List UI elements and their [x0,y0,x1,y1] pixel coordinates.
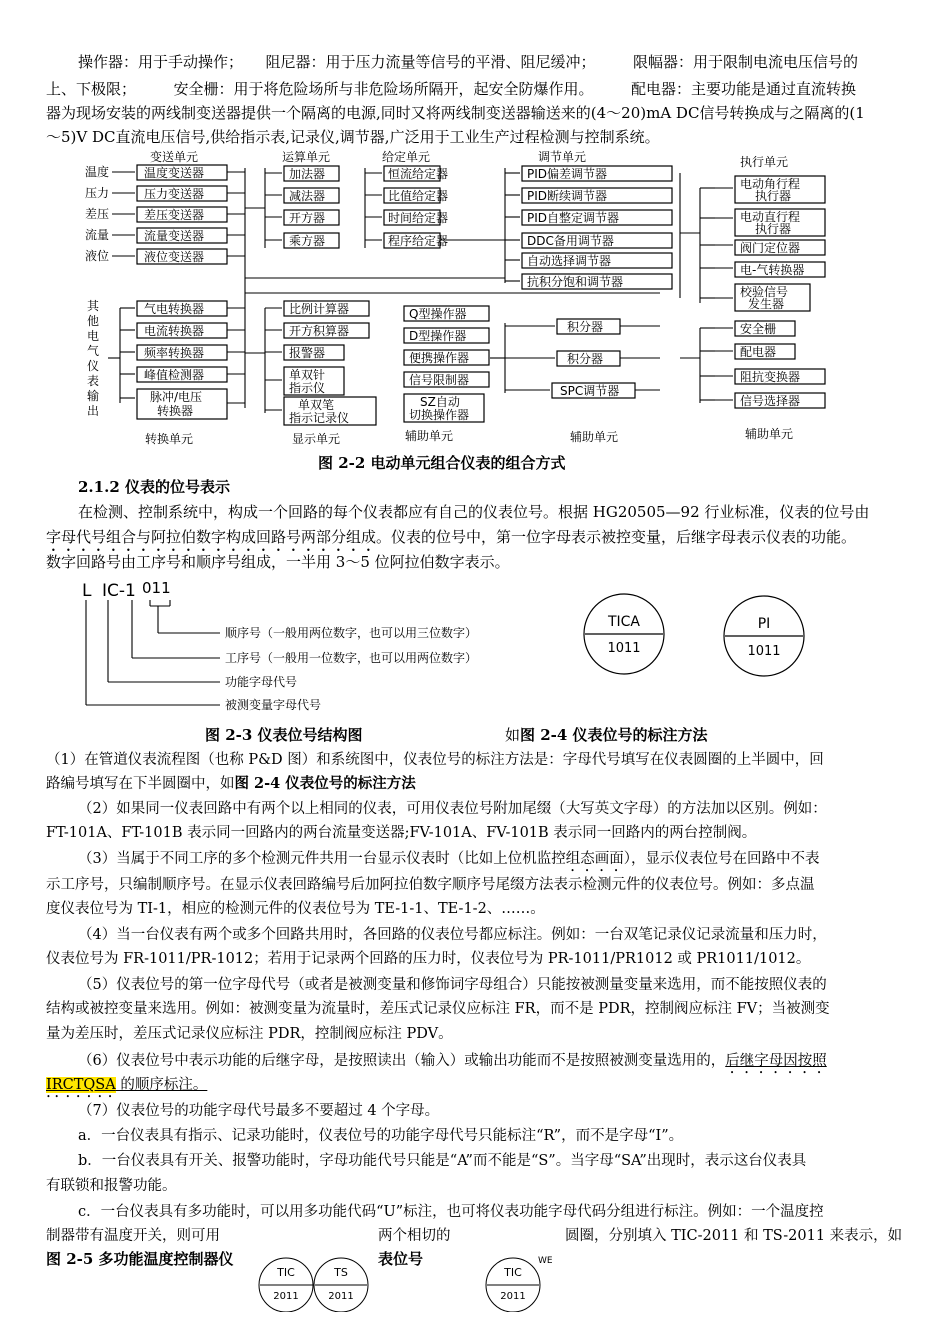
rule-4-line-1: （4）当一台仪表有两个或多个回路共用时，各回路的仪表位号都应标注。例如：一台双笔记录仪记录流量和压力时， [78,927,827,943]
svg-text:执行器: 执行器 [755,189,792,203]
svg-text:输: 输 [87,389,100,403]
code-number: 011 [142,579,171,597]
instrument-circle-tic-multi [486,1256,553,1312]
highlighted-text: IRCTQSA [46,1077,116,1093]
svg-text:切换操作器: 切换操作器 [409,408,470,422]
svg-text:出: 出 [87,404,100,418]
para-1-line-2 [46,528,856,555]
transmitter-boxes [137,165,227,264]
rule-3-line-3: 度仪表位号为 TI-1，相应的检测元件的仪表位号为 TE-1-1、TE-1-2、……。 [46,901,545,917]
section-title: 2.1.2 仪表的位号表示 [78,478,230,496]
svg-text:气: 气 [87,344,100,358]
rule-c-line-2-c: 圆圈，分别填入 TIC-2011 和 TS-2011 来表示，如 [565,1228,903,1244]
rule-3-line-2: 示工序号，只编制顺序号。在显示仪表回路编号后加阿拉伯数字顺序号尾缀方法表示检测元件的仪表位号。例如：多点温 [46,877,815,893]
svg-text:发生器: 发生器 [748,297,785,311]
svg-text:加法器: 加法器 [289,167,326,181]
svg-text:电动直行程: 电动直行程 [740,210,801,224]
input-arrows [108,172,135,403]
section-aux-3: 辅助单元 [745,427,794,441]
figure-2-4-caption: 如图 2-4 仪表位号的标注方法 [505,726,708,744]
svg-text:电-气转换器: 电-气转换器 [740,263,805,277]
svg-text:他: 他 [87,314,100,328]
rule-7: （7）仪表位号的功能字母代号最多不要超过 4 个字母。 [78,1103,440,1119]
section-aux-1: 辅助单元 [405,429,454,443]
other-input-label [87,298,100,418]
svg-text:WE: WE [538,1256,553,1266]
rule-a: a．一台仪表具有指示、记录功能时，仪表位号的功能字母代号只能标注“R”，而不是字母“I”。 [78,1128,684,1144]
svg-text:温度变送器: 温度变送器 [144,166,205,180]
display-boxes [284,301,376,425]
svg-text:信号限制器: 信号限制器 [409,373,470,387]
rule-6-line-1: （6）仪表位号中表示功能的后继字母，是按照读出（输入）或输出功能而不是按照被测变量选用的，后继字母因按照 [78,1053,827,1069]
instrument-circle-tic [259,1258,313,1312]
svg-text:Q型操作器: Q型操作器 [409,307,467,321]
rule-2-line-1: （2）如果同一仪表回路中有两个以上相同的仪表，可用仪表位号附加尾缀（大写英文字母）的方法加以区别。例如： [78,801,827,817]
figure-2-2-diagram [60,148,900,448]
svg-text:频率转换器: 频率转换器 [144,346,205,360]
actuator-arrows [715,188,733,400]
aux-right-boxes [735,321,825,408]
svg-text:执行器: 执行器 [755,222,792,236]
intro-line-2: 上、下极限； 安全栅：用于将危险场所与非危险场所隔开，起安全防爆作用。 配电器：主要功能是通过直流转换 [46,80,857,98]
actuator-boxes [735,176,825,311]
svg-text:PI: PI [757,616,771,632]
svg-text:差压: 差压 [85,207,110,221]
svg-text:差压变送器: 差压变送器 [144,208,205,222]
svg-text:程序给定器: 程序给定器 [388,234,449,248]
instrument-circle-pi [724,596,804,676]
code-letter-l: L [82,581,92,601]
svg-text:1011: 1011 [747,644,781,659]
intro-line-1: 操作器：用于手动操作； 阻尼器：用于压力流量等信号的平滑、阻尼缓冲； 限幅器：用于限制电流电压信号的 [78,53,859,71]
annotation-variable: 被测变量字母代号 [225,698,322,712]
svg-text:开方积算器: 开方积算器 [289,324,350,338]
rule-b-line-2: 有联锁和报警功能。 [46,1178,177,1194]
rule-1-line-2: 路编号填写在下半圆圈中，如图 2-4 仪表位号的标注方法 [46,775,416,792]
svg-text:便携操作器: 便携操作器 [409,351,470,365]
section-aux-2: 辅助单元 [570,430,619,444]
annotation-function: 功能字母代号 [225,675,298,689]
svg-text:校验信号: 校验信号 [740,285,789,299]
svg-text:比值给定器: 比值给定器 [388,189,449,203]
svg-text:压力变送器: 压力变送器 [144,187,205,201]
rule-c-line-2-a: 制器带有温度开关，则可用 [46,1228,220,1244]
svg-text:积分器: 积分器 [567,320,604,334]
svg-text:液位: 液位 [85,249,110,263]
svg-text:阻抗变换器: 阻抗变换器 [740,370,801,384]
svg-text:DDC备用调节器: DDC备用调节器 [527,234,614,248]
svg-text:时间给定器: 时间给定器 [388,211,449,225]
rule-4-line-2: 仪表位号为 FR-1011/PR-1012；若用于记录两个回路的压力时，仪表位号为 PR-1011/PR1012 或 PR1011/1012。 [46,951,811,967]
svg-text:阀门定位器: 阀门定位器 [740,241,801,255]
rule-5-line-2: 结构或被控变量来选用。例如：被测变量为流量时，差压式记录仪应标注 FR，而不是 PDR，控制阀应标注 FV；当被测变 [46,1001,830,1017]
setpoint-boxes [384,166,448,248]
rule-b-line-1: b．一台仪表具有开关、报警功能时，字母功能代号只能是“A”而不能是“S”。当字母“SA”出现时，表示这台仪表具 [78,1153,807,1169]
svg-text:单双针: 单双针 [289,368,326,382]
svg-text:TIC: TIC [504,1266,522,1279]
svg-text:电流转换器: 电流转换器 [144,324,205,338]
svg-text:D型操作器: D型操作器 [409,329,467,343]
svg-text:转换器: 转换器 [157,404,194,418]
rule-6-line-2: IRCTQSA 的顺序标注。 [46,1077,208,1093]
figure-2-3-diagram [60,578,550,713]
section-display: 显示单元 [292,432,341,446]
svg-text:温度: 温度 [85,165,110,179]
figure-2-3-caption: 图 2-3 仪表位号结构图 [205,726,363,744]
svg-text:峰值检测器: 峰值检测器 [144,368,205,382]
structure-leaders [86,600,220,705]
figure-2-2-caption: 图 2-2 电动单元组合仪表的组合方式 [318,454,566,472]
svg-text:2011: 2011 [500,1291,526,1302]
section-compute: 运算单元 [282,150,331,164]
figure-2-5-caption-a: 图 2-5 多功能温度控制器仪 [46,1250,234,1268]
intro-line-3: 器为现场安装的两线制变送器提供一个隔离的电源,同时又将两线制变送器输送来的(4～20)mA DC信号转换成与之隔离的(1 [46,104,865,122]
svg-text:流量变送器: 流量变送器 [144,229,205,243]
svg-text:抗积分饱和调节器: 抗积分饱和调节器 [527,275,624,289]
converter-boxes [137,301,227,419]
input-labels [85,164,109,263]
svg-text:压力: 压力 [85,186,110,200]
svg-text:减法器: 减法器 [289,189,326,203]
svg-text:恒流给定器: 恒流给定器 [388,167,449,181]
svg-text:信号选择器: 信号选择器 [740,394,801,408]
section-execute: 执行单元 [740,155,789,169]
svg-text:自动选择调节器: 自动选择调节器 [527,254,612,268]
figure-2-5-symbols [255,1252,565,1312]
svg-text:TIC: TIC [277,1266,295,1279]
svg-text:电动角行程: 电动角行程 [740,177,801,191]
svg-text:指示仪: 指示仪 [289,381,326,395]
para-1-line-1: 在检测、控制系统中，构成一个回路的每个仪表都应有自己的仪表位号。根据 HG20505—92 行业标准，仪表的位号由 [78,503,870,521]
section-convert: 转换单元 [145,432,194,446]
code-ic: IC-1 [102,581,136,601]
svg-text:2011: 2011 [328,1291,354,1302]
svg-text:PID自整定调节器: PID自整定调节器 [527,211,620,225]
annotation-sequence: 顺序号（一般用两位数字，也可以用三位数字） [225,626,478,640]
rule-1-line-1: （1）在管道仪表流程图（也称 P&D 图）和系统图中，仪表位号的标注方法是：字母代号填写在仪表圆圈的上半圆中，回 [46,752,824,768]
emphasized-text: 字母代号组合与阿拉伯数字构成回路号两部分组成 [46,528,377,546]
svg-text:PID偏差调节器: PID偏差调节器 [527,167,608,181]
rule-5-line-3: 量为差压时，差压式记录仪应标注 PDR，控制阀应标注 PDV。 [46,1026,453,1042]
instrument-circle-tica [584,594,664,674]
aux-boxes [404,306,489,422]
svg-text:其: 其 [87,299,100,313]
svg-text:单双笔: 单双笔 [298,398,335,412]
rule-2-line-2: FT-101A、FT-101B 表示同一回路内的两台流量变送器;FV-101A、FV-101B 表示同一回路内的两台控制阀。 [46,825,757,841]
svg-text:SPC调节器: SPC调节器 [560,384,620,398]
svg-text:2011: 2011 [273,1291,299,1302]
svg-text:指示记录仪: 指示记录仪 [289,411,350,425]
svg-text:PID断续调节器: PID断续调节器 [527,189,608,203]
para-1-line-2-rest: 。仪表的位号中，第一位字母表示被控变量，后继字母表示仪表的功能。 [376,528,857,546]
svg-text:液位变送器: 液位变送器 [144,250,205,264]
svg-text:TS: TS [334,1266,348,1279]
svg-text:配电器: 配电器 [740,345,777,359]
svg-text:报警器: 报警器 [289,346,326,360]
rule-c-line-1: c．一台仪表具有多功能时，可以用多功能代码“U”标注，也可将仪表功能字母代码分组进行标注。例如：一个温度控 [78,1204,824,1220]
section-setpoint: 给定单元 [382,150,431,164]
svg-text:表: 表 [87,374,100,388]
svg-text:比例计算器: 比例计算器 [289,302,350,316]
instrument-circle-ts [314,1258,368,1312]
figure-2-4-symbols [580,590,810,685]
annotation-process: 工序号（一般用一位数字，也可以用两位数字） [225,651,478,665]
svg-text:流量: 流量 [85,228,110,242]
svg-text:SZ自动: SZ自动 [420,395,460,409]
svg-text:仪: 仪 [87,359,100,373]
svg-text:TICA: TICA [607,614,641,630]
svg-text:积分器: 积分器 [567,352,604,366]
figure-2-5-caption-b: 表位号 [378,1250,424,1268]
para-1-line-3: 数字回路号由工序号和顺序号组成，一半用 3～5 位阿拉伯数字表示。 [46,553,510,571]
rule-5-line-1: （5）仪表位号的第一位字母代号（或者是被测变量和修饰词字母组合）只能按被测量变量来选用，而不能按照仪表的 [78,977,827,993]
compute-boxes [284,166,339,248]
section-regulate: 调节单元 [538,150,587,164]
svg-text:开方器: 开方器 [289,211,326,225]
svg-text:安全栅: 安全栅 [740,322,777,336]
svg-text:气电转换器: 气电转换器 [144,302,205,316]
rule-c-line-2-b: 两个相切的 [378,1228,451,1244]
regulator-boxes [522,166,672,289]
svg-text:电: 电 [87,329,100,343]
svg-text:脉冲/电压: 脉冲/电压 [150,390,203,404]
rule-3-line-1: （3）当属于不同工序的多个检测元件共用一台显示仪表时（比如上位机监控组态画面），显示仪表位号在回路中不表 [78,851,820,867]
section-transmit: 变送单元 [150,150,199,164]
svg-text:1011: 1011 [607,641,641,656]
intro-line-4: ～5)V DC直流电压信号,供给指示表,记录仪,调节器,广泛用于工业生产过程检测与控制系统。 [46,128,660,146]
svg-text:乘方器: 乘方器 [289,234,326,248]
